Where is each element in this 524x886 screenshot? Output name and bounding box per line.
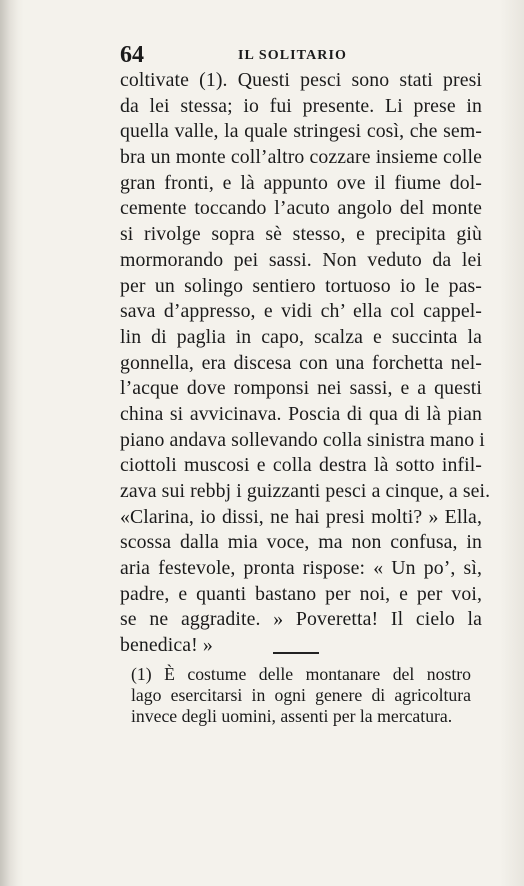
text-line-15: piano andava sollevando colla sinistra mano i — [120, 428, 485, 451]
text-line-5: gran fronti, e là appunto ove il fiume dol- — [120, 171, 482, 194]
footnote-line-1: (1) È costume delle montanare del nostro — [131, 664, 471, 684]
footnote — [131, 664, 471, 727]
text-line-6: cemente toccando l’acuto angolo del monte — [120, 197, 482, 220]
text-line-13: l’acque dove romponsi nei sassi, e a questi — [120, 377, 482, 400]
text-line-11: lin di paglia in capo, scalza e succinta la — [120, 325, 482, 348]
text-line-23: benedica! » — [120, 634, 213, 657]
text-line-10: sava d’appresso, e vidi ch’ ella col cappel- — [120, 300, 482, 323]
page-number: 64 — [120, 42, 144, 68]
text-line-17: zava sui rebbj i guizzanti pesci a cinque, a sei. — [120, 480, 491, 502]
running-head — [120, 41, 480, 69]
text-line-22: se ne aggradite. » Poveretta! Il cielo la — [120, 608, 482, 631]
text-line-7: si rivolge sopra sè stesso, e precipita giù — [120, 223, 482, 246]
text-line-21: padre, e quanti bastano per noi, e per voi, — [120, 582, 482, 605]
text-line-20: aria festevole, pronta rispose: « Un po’, sì, — [120, 557, 482, 580]
text-line-4: bra un monte coll’altro cozzare insieme colle — [120, 146, 482, 169]
text-line-19: scossa dalla mia voce, ma non confusa, in — [120, 531, 482, 554]
text-line-3: quella valle, la quale stringesi così, che sem- — [120, 120, 482, 143]
gutter-shadow — [0, 0, 18, 886]
text-line-2: da lei stessa; io fui presente. Li prese in — [120, 94, 482, 117]
text-line-16: ciottoli muscosi e colla destra là sotto infil- — [120, 454, 482, 477]
text-line-18: «Clarina, io dissi, ne hai presi molti? » Ella, — [120, 505, 482, 528]
text-line-14: china si avvicinava. Poscia di qua di là pian — [120, 402, 482, 425]
footnote-line-2: lago esercitarsi in ogni genere di agricoltura — [131, 685, 471, 705]
main-text — [120, 68, 491, 659]
footnote-line-3: invece degli uomini, assenti per la mercatura. — [131, 706, 453, 726]
text-line-9: per un solingo sentiero tortuoso io le pas- — [120, 274, 482, 297]
text-line-1: coltivate (1). Questi pesci sono stati presi — [120, 69, 482, 91]
footnote-rule — [273, 652, 319, 654]
text-line-12: gonnella, era discesa con una forchetta nel- — [120, 351, 482, 374]
text-line-8: mormorando pei sassi. Non veduto da lei — [120, 248, 482, 271]
running-title: IL SOLITARIO — [238, 48, 348, 63]
